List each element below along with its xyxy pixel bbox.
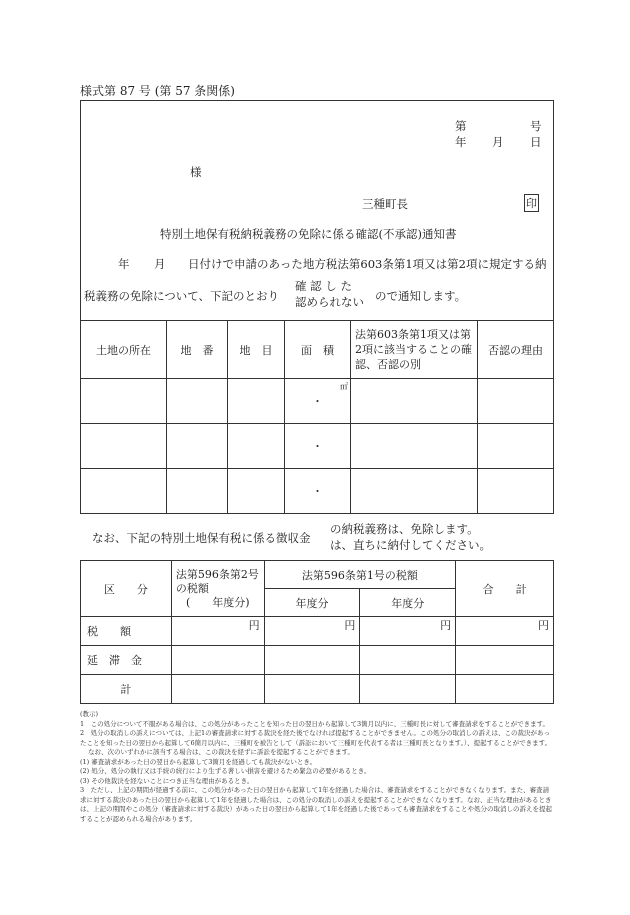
instructions (80, 710, 554, 824)
table-row (81, 469, 554, 514)
date-year: 年 (455, 135, 467, 149)
header-location: 土地の所在 (81, 321, 167, 379)
body-option-denied: 認められない (295, 295, 364, 309)
number-suffix: 号 (530, 119, 542, 133)
body-month: 月 (154, 257, 166, 271)
header-category: 区 分 (81, 561, 172, 617)
seal-mark: 印 (524, 194, 539, 212)
body-option-confirmed: 確 認 し た (295, 279, 352, 293)
body-line2-suffix: ので通知します。 (375, 289, 467, 303)
row-label: 延 滞 金 (81, 646, 172, 675)
header-year-a: 年度分 (264, 589, 360, 617)
date-day: 日 (530, 135, 542, 149)
date-month: 月 (492, 135, 504, 149)
header-denial-reason: 否認の理由 (478, 321, 554, 379)
table-row (81, 424, 554, 469)
decimal-dot: ・ (312, 485, 323, 498)
table-row: 税 額 円 円 円 円 (81, 617, 554, 646)
table-row (81, 379, 554, 424)
form-id: 様式第 87 号 (第 57 条関係) (80, 84, 235, 98)
instruction-item: (1) 審査請求があった日の翌日から起算して3箇月を経過しても裁決がないとき。 (80, 757, 317, 766)
body-year: 年 (118, 257, 130, 271)
header-land-category: 地 目 (228, 321, 285, 379)
instruction-item: 1 この処分について不服がある場合は、この処分があったことを知った日の翌日から起算して3箇月以内に、三種町長に対して審査請求をすることができます。 (80, 719, 550, 728)
header-year-b: 年度分 (360, 589, 456, 617)
decimal-dot: ・ (312, 440, 323, 453)
body-line2-prefix: 税義務の免除について、下記のとおり (84, 289, 280, 303)
header-area: 面 積 (285, 321, 351, 379)
table-row (81, 675, 554, 704)
header-total: 合 計 (456, 561, 554, 617)
notice-option-pay: は、直ちに納付してください。 (330, 538, 491, 552)
number-label: 第 (455, 119, 467, 133)
decimal-dot: ・ (312, 395, 323, 408)
table-row (81, 646, 554, 675)
notice-option-exempt: の納税義務は、免除します。 (330, 522, 479, 536)
body-line1: 日付けで申請のあった地方税法第603条第1項又は第2項に規定する納 (188, 257, 547, 271)
instruction-item: (2) 処分、処分の執行又は手続の続行により生ずる著しい損害を避けるため緊急の必要があるとき。 (80, 767, 371, 775)
row-label: 計 (81, 675, 172, 704)
instruction-item: (3) その他裁決を経ないことにつき正当な理由があるとき。 (80, 776, 254, 785)
addressee-suffix: 様 (190, 165, 202, 179)
header-confirmation: 法第603条第1項又は第2項に該当することの確認、否認の別 (351, 321, 478, 379)
instructions-heading: (教示) (80, 710, 99, 718)
header-596-2: 法第596条第2号の税額 ( 年度分) (171, 561, 264, 617)
header-lot-number: 地 番 (167, 321, 228, 379)
land-table (80, 320, 554, 514)
header-596-1: 法第596条第1号の税額 (264, 561, 456, 589)
issuer: 三種町長 (362, 197, 408, 211)
tax-table (80, 560, 554, 704)
document-title: 特別土地保有税納税義務の免除に係る確認(不承認)通知書 (160, 227, 457, 241)
area-unit: ㎡ (340, 382, 348, 391)
instruction-item: なお、次のいずれかに該当する場合は、この裁決を経ずに訴訟を提起することができます。 (88, 748, 354, 756)
row-label: 税 額 (81, 617, 172, 646)
instruction-item: 3 ただし、上記の期間が経過する前に、この処分があった日の翌日から起算して1年を経過した場合は、審査請求をすることができなくなります。また、審査請求に対する裁決のあった日の翌日から起算して1年を経過した場合は、この処分の取消しの訴えを提起することができなくなります。なお、正当な理由があるときは、上記の期間やこの処分（審査請求に対する裁決）があった日の翌日から起算して1年を経過した後であっても審査請求をすることや処分の取消しの訴えを提起することが認められる場合があります。 (80, 786, 553, 823)
instruction-item: 2 処分の取消しの訴えについては、上記1の審査請求に対する裁決を経た後でなければ提起することができません。この処分の取消しの訴えは、この裁決があったことを知った日の翌日から起算して6箇月以内に、三種町を被告として（訴訟において三種町を代表する者は三種町長となります。）、提起することができます。 (80, 729, 552, 747)
notice-prefix: なお、下記の特別土地保有税に係る徴収金 (92, 531, 311, 545)
